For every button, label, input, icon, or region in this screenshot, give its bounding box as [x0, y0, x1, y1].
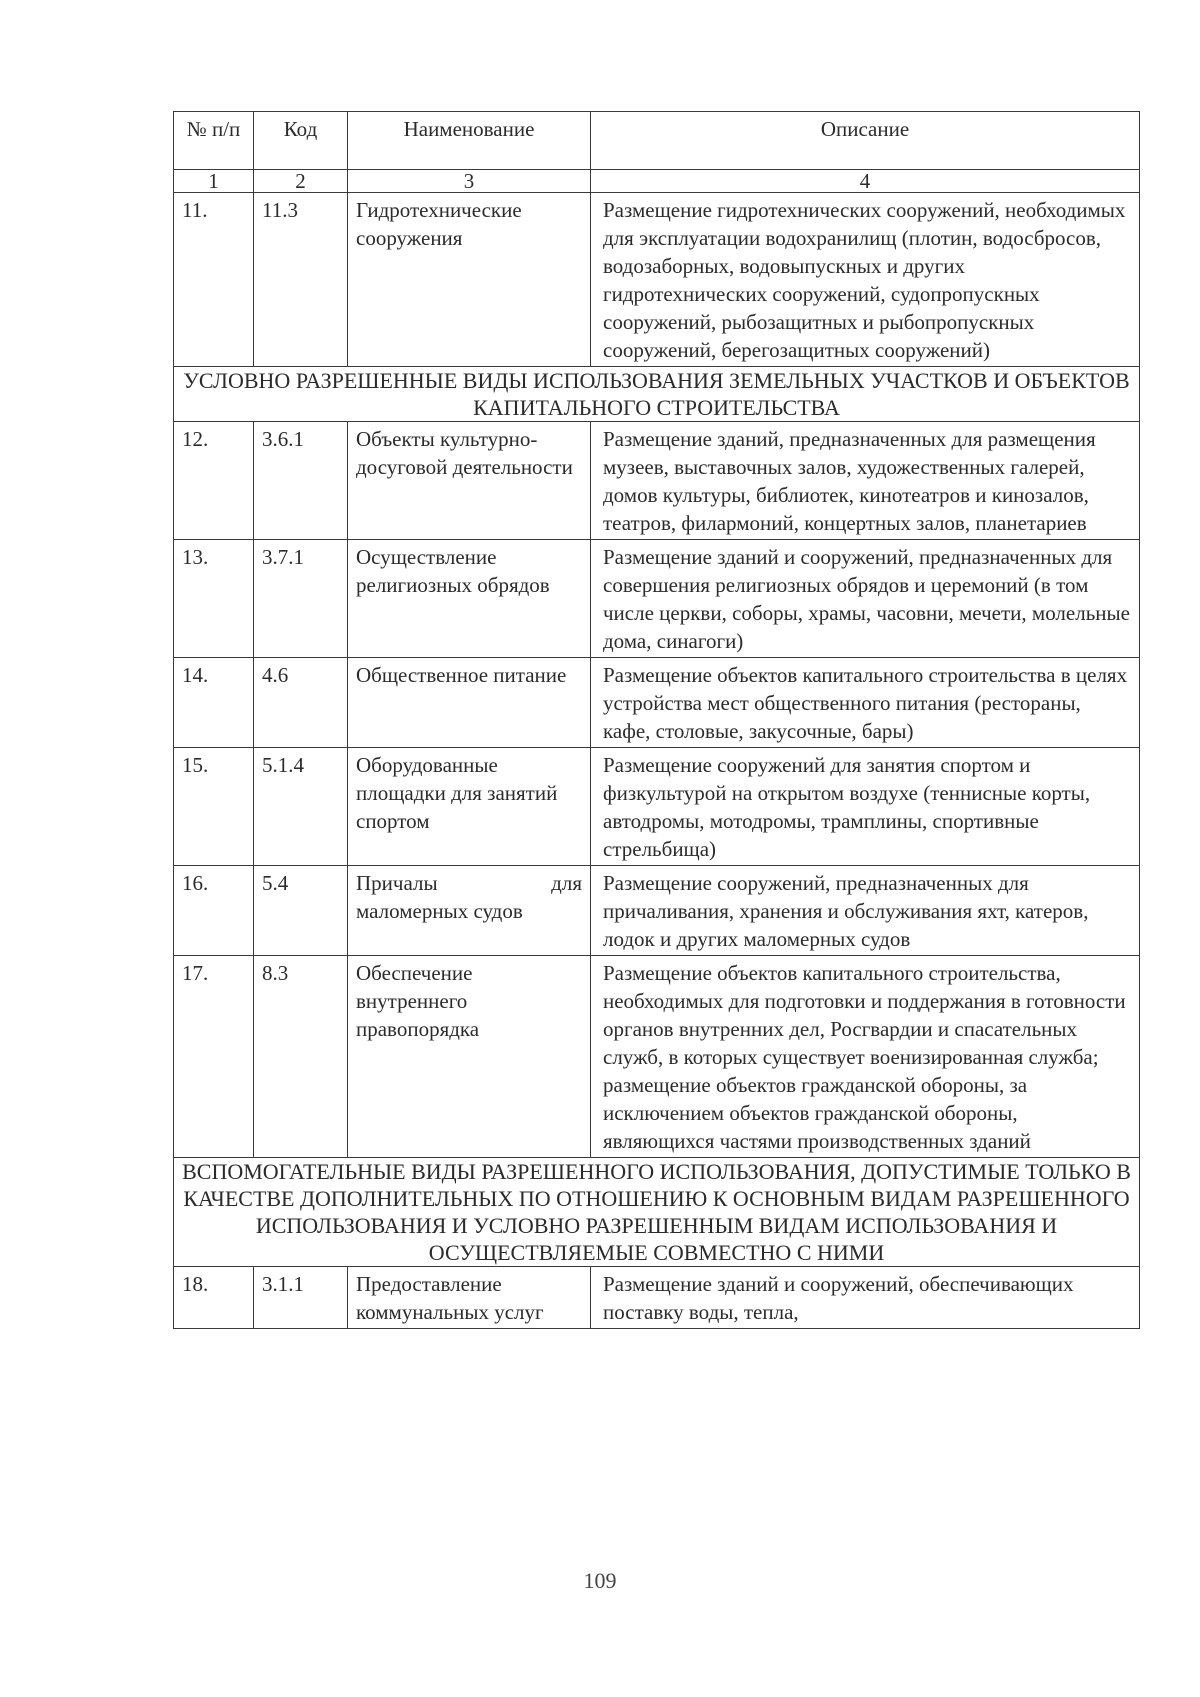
index-cell: 2 — [254, 170, 348, 193]
land-use-table — [173, 111, 1140, 1329]
row-code: 5.4 — [254, 866, 348, 956]
row-name: Общественное питание — [348, 658, 591, 748]
row-num: 17. — [174, 956, 254, 1158]
header-name: Наименование — [348, 112, 591, 170]
row-desc: Размещение сооружений для занятия спортом и физкультурой на открытом воздухе (теннисные корты, автодромы, мотодромы, трамплины, спортивные стрельбища) — [591, 748, 1140, 866]
index-cell: 4 — [591, 170, 1140, 193]
row-name: Гидротехнические сооружения — [348, 193, 591, 367]
row-num: 11. — [174, 193, 254, 367]
header-code: Код — [254, 112, 348, 170]
index-cell: 3 — [348, 170, 591, 193]
row-code: 3.1.1 — [254, 1267, 348, 1329]
row-desc: Размещение зданий и сооружений, обеспечивающих поставку воды, тепла, — [591, 1267, 1140, 1329]
column-index-row — [174, 170, 1140, 193]
row-num: 15. — [174, 748, 254, 866]
header-num: № п/п — [174, 112, 254, 170]
row-name: Обеспечение внутреннего правопорядка — [348, 956, 591, 1158]
row-code: 3.6.1 — [254, 422, 348, 540]
row-name-first-line — [356, 869, 582, 897]
section-title-conditional: УСЛОВНО РАЗРЕШЕННЫЕ ВИДЫ ИСПОЛЬЗОВАНИЯ ЗЕМЕЛЬНЫХ УЧАСТКОВ И ОБЪЕКТОВ КАПИТАЛЬНОГО СТРОИТЕЛЬСТВА — [174, 367, 1140, 422]
table-row — [174, 748, 1140, 866]
row-desc: Размещение зданий и сооружений, предназначенных для совершения религиозных обрядов и церемоний (в том числе церкви, соборы, храмы, часовни, мечети, молельные дома, синагоги) — [591, 540, 1140, 658]
index-cell: 1 — [174, 170, 254, 193]
row-code: 3.7.1 — [254, 540, 348, 658]
section-row — [174, 367, 1140, 422]
table-row — [174, 956, 1140, 1158]
section-title-auxiliary: ВСПОМОГАТЕЛЬНЫЕ ВИДЫ РАЗРЕШЕННОГО ИСПОЛЬЗОВАНИЯ, ДОПУСТИМЫЕ ТОЛЬКО В КАЧЕСТВЕ ДОПОЛНИТЕЛЬНЫХ ПО ОТНОШЕНИЮ К ОСНОВНЫМ ВИДАМ РАЗРЕШЕННОГО ИСПОЛЬЗОВАНИЯ И УСЛОВНО РАЗРЕШЕННЫМ ВИДАМ ИСПОЛЬЗОВАНИЯ И ОСУЩЕСТВЛЯЕМЫЕ СОВМЕСТНО С НИМИ — [174, 1158, 1140, 1267]
table-row — [174, 658, 1140, 748]
row-name: Предоставление коммунальных услуг — [348, 1267, 591, 1329]
table-row — [174, 866, 1140, 956]
row-desc: Размещение зданий, предназначенных для размещения музеев, выставочных залов, художественных галерей, домов культуры, библиотек, кинотеатров и кинозалов, театров, филармоний, концертных залов, планетариев — [591, 422, 1140, 540]
header-desc: Описание — [591, 112, 1140, 170]
table-row — [174, 422, 1140, 540]
row-code: 11.3 — [254, 193, 348, 367]
table-header-row — [174, 112, 1140, 170]
row-code: 5.1.4 — [254, 748, 348, 866]
row-name — [348, 866, 591, 956]
table-row — [174, 1267, 1140, 1329]
row-name: Объекты культурно-досуговой деятельности — [348, 422, 591, 540]
row-num: 18. — [174, 1267, 254, 1329]
row-num: 12. — [174, 422, 254, 540]
row-code: 4.6 — [254, 658, 348, 748]
row-name: Оборудованные площадки для занятий спортом — [348, 748, 591, 866]
row-desc: Размещение гидротехнических сооружений, необходимых для эксплуатации водохранилищ (плотин, водосбросов, водозаборных, водовыпускных и других гидротехнических сооружений, судопропускных сооружений, рыбозащитных и рыбопропускных сооружений, берегозащитных сооружений) — [591, 193, 1140, 367]
row-name: Осуществление религиозных обрядов — [348, 540, 591, 658]
page-number: 109 — [583, 1568, 617, 1593]
row-num: 14. — [174, 658, 254, 748]
table-row — [174, 540, 1140, 658]
row-code: 8.3 — [254, 956, 348, 1158]
row-name-word: Причалы — [356, 871, 438, 895]
section-row — [174, 1158, 1140, 1267]
row-desc: Размещение объектов капитального строительства в целях устройства мест общественного питания (рестораны, кафе, столовые, закусочные, бары) — [591, 658, 1140, 748]
row-desc: Размещение сооружений, предназначенных для причаливания, хранения и обслуживания яхт, катеров, лодок и других маломерных судов — [591, 866, 1140, 956]
row-num: 13. — [174, 540, 254, 658]
row-name-rest: маломерных судов — [356, 899, 523, 923]
row-desc: Размещение объектов капитального строительства, необходимых для подготовки и поддержания в готовности органов внутренних дел, Росгвардии и спасательных служб, в которых существует военизированная служба; размещение объектов гражданской обороны, за исключением объектов гражданской обороны, являющихся частями производственных зданий — [591, 956, 1140, 1158]
row-num: 16. — [174, 866, 254, 956]
table-row — [174, 193, 1140, 367]
row-name-word: для — [551, 871, 582, 895]
